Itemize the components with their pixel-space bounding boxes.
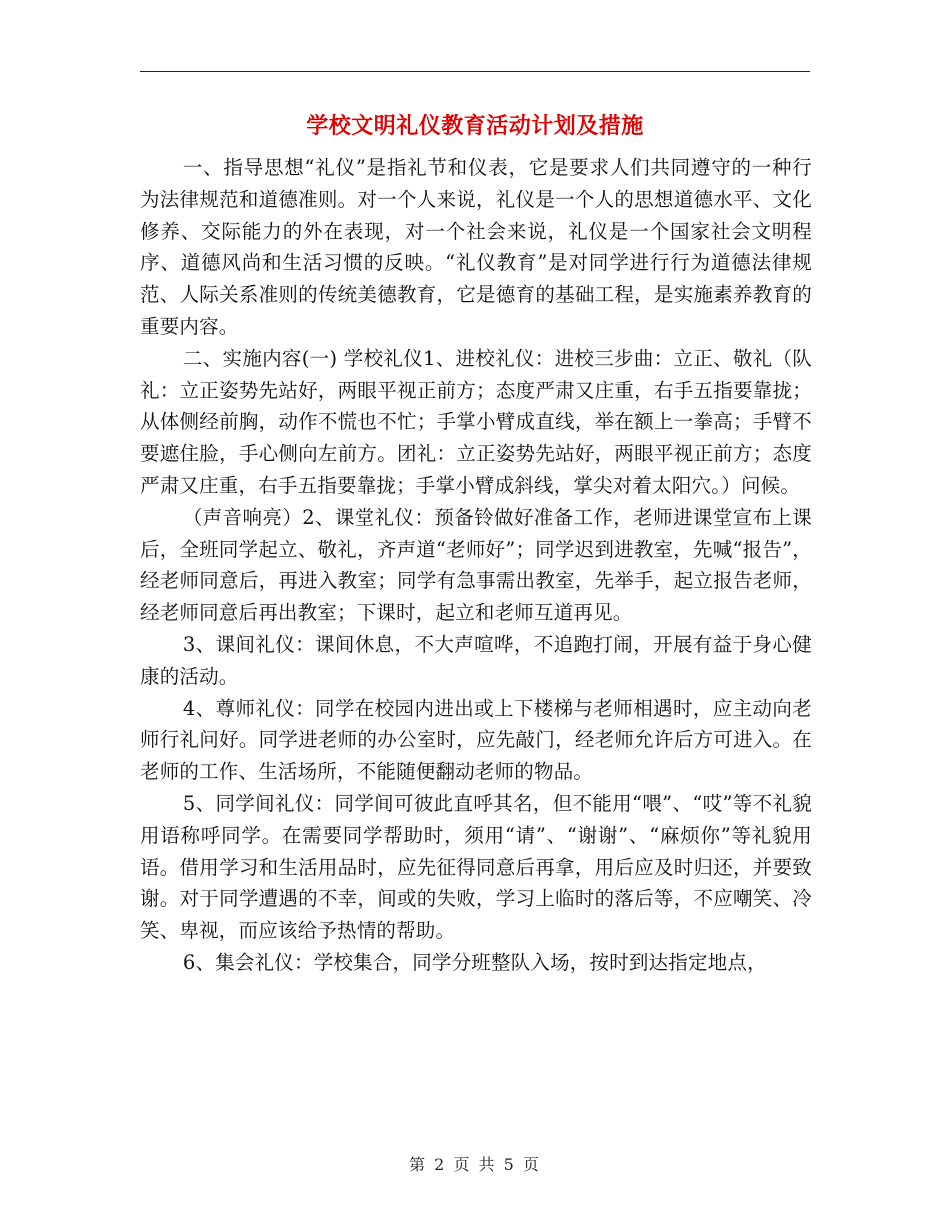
paragraph-classmate-etiquette: 5、同学间礼仪：同学间可彼此直呼其名，但不能用“喂”、“哎”等不礼貌用语称呼同学。在需要同学帮助时，须用“请”、“谢谢”、“麻烦你”等礼貌用语。借用学习和生活用品时，应先征得同意后再拿，用后应及时归还，并要致谢。对于同学遭遇的不幸，间或的失败，学习上临时的落后等，不应嘲笑、冷笑、卑视，而应该给予热情的帮助。 [140,791,812,943]
paragraph-break-etiquette: 3、课间礼仪：课间休息，不大声喧哗，不追跑打闹，开展有益于身心健康的活动。 [140,632,812,688]
paragraph-implementation-content: 二、实施内容(一) 学校礼仪1、进校礼仪：进校三步曲：立正、敬礼（队礼：立正姿势先站好，两眼平视正前方；态度严肃又庄重，右手五指要靠拢；从体侧经前胸，动作不慌也不忙；手掌小臂成直线，举在额上一拳高；手臂不要遮住脸，手心侧向左前方。团礼：立正姿势先站好，两眼平视正前方；态度严肃又庄重，右手五指要靠拢；手掌小臂成斜线，掌尖对着太阳穴。）问候。 [140,346,812,497]
paragraph-guiding-ideology: 一、指导思想“礼仪”是指礼节和仪表，它是要求人们共同遵守的一种行为法律规范和道德准则。对一个人来说，礼仪是一个人的思想道德水平、文化修养、交际能力的外在表现，对一个社会来说，礼仪是一个国家社会文明程序、道德风尚和生活习惯的反映。“礼仪教育”是对同学进行行为道德法律规范、人际关系准则的传统美德教育，它是德育的基础工程，是实施素养教育的重要内容。 [140,156,812,338]
page-number: 第 2 页 共 5 页 [409,1155,541,1174]
document-body [140,152,812,979]
paragraph-teacher-etiquette: 4、尊师礼仪：同学在校园内进出或上下楼梯与老师相遇时，应主动向老师行礼问好。同学进老师的办公室时，应先敲门，经老师允许后方可进入。在老师的工作、生活场所，不能随便翻动老师的物品。 [140,696,812,784]
paragraph-assembly-etiquette: 6、集会礼仪：学校集合，同学分班整队入场，按时到达指定地点， [182,950,767,974]
header-rule [140,71,810,72]
paragraph-classroom-etiquette: （声音响亮）2、课堂礼仪：预备铃做好准备工作，老师进课堂宣布上课后，全班同学起立、敬礼，齐声道“老师好”；同学迟到进教室，先喊“报告”，经老师同意后，再进入教室；同学有急事需出教室，先举手，起立报告老师，经老师同意后再出教室；下课时，起立和老师互道再见。 [140,505,812,625]
document-title: 学校文明礼仪教育活动计划及措施 [306,113,644,139]
